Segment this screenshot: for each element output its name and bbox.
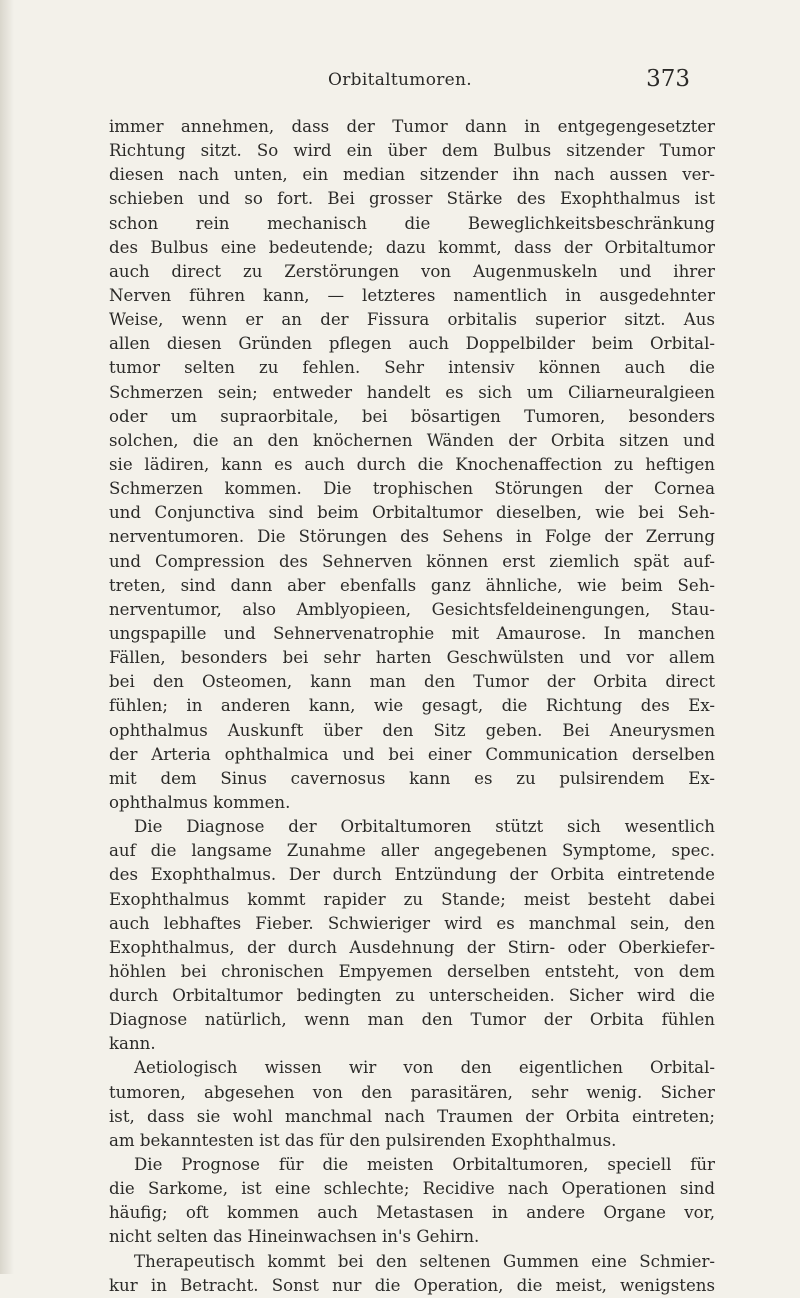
text-line: nerventumor, also Amblyopieen, Gesichtsfeldeinengungen, Stau- <box>109 599 715 619</box>
running-title: Orbitaltumoren. <box>328 70 472 90</box>
text-line: tumor selten zu fehlen. Sehr intensiv können auch die <box>109 358 715 378</box>
text-line: tumoren, abgesehen von den parasitären, sehr wenig. Sicher <box>109 1082 715 1102</box>
text-line: sie lädiren, kann es auch durch die Knochenaffection zu heftigen <box>109 454 715 474</box>
text-line: Fällen, besonders bei sehr harten Geschwülsten und vor allem <box>109 648 715 668</box>
text-line: Schmerzen sein; entweder handelt es sich um Ciliarneuralgieen <box>109 382 715 402</box>
text-line: Weise, wenn er an der Fissura orbitalis superior sitzt. Aus <box>109 310 715 330</box>
text-line: Diagnose natürlich, wenn man den Tumor der Orbita fühlen <box>109 1010 715 1030</box>
text-line: mit dem Sinus cavernosus kann es zu pulsirendem Ex- <box>109 768 715 788</box>
text-line: treten, sind dann aber ebenfalls ganz ähnliche, wie beim Seh- <box>109 575 715 595</box>
text-line: fühlen; in anderen kann, wie gesagt, die Richtung des Ex- <box>109 696 715 716</box>
text-line: ist, dass sie wohl manchmal nach Traumen der Orbita eintreten; <box>109 1106 715 1126</box>
text-line: oder um supraorbitale, bei bösartigen Tumoren, besonders <box>109 406 715 426</box>
page-header <box>0 66 800 96</box>
text-line: auch lebhaftes Fieber. Schwieriger wird es manchmal sein, den <box>109 913 715 933</box>
text-line: allen diesen Gründen pflegen auch Doppelbilder beim Orbital- <box>109 334 715 354</box>
text-line: Die Diagnose der Orbitaltumoren stützt sich wesentlich <box>134 817 715 837</box>
text-line: Die Prognose für die meisten Orbitaltumoren, speciell für <box>134 1155 715 1175</box>
text-line: der Arteria ophthalmica und bei einer Communication derselben <box>109 744 715 764</box>
text-line: Aetiologisch wissen wir von den eigentlichen Orbital- <box>134 1058 715 1078</box>
text-line: häufig; oft kommen auch Metastasen in andere Organe vor, <box>109 1203 715 1223</box>
text-line: ophthalmus Auskunft über den Sitz geben. Bei Aneurysmen <box>109 720 715 740</box>
text-line: Therapeutisch kommt bei den seltenen Gummen eine Schmier- <box>134 1251 715 1271</box>
text-line: kur in Betracht. Sonst nur die Operation, die meist, wenigstens <box>109 1275 715 1295</box>
text-line: bei den Osteomen, kann man den Tumor der Orbita direct <box>109 672 715 692</box>
text-line: am bekanntesten ist das für den pulsirenden Exophthalmus. <box>109 1130 617 1150</box>
page-spine-shadow <box>0 0 14 1274</box>
page-number: 373 <box>646 66 690 92</box>
text-line: Nerven führen kann, — letzteres namentlich in ausgedehnter <box>109 285 715 305</box>
text-line: schon rein mechanisch die Beweglichkeitsbeschränkung <box>109 213 715 233</box>
text-line: nicht selten das Hineinwachsen in's Gehirn. <box>109 1227 480 1247</box>
text-line: ophthalmus kommen. <box>109 792 291 812</box>
text-line: höhlen bei chronischen Empyemen derselben entsteht, von dem <box>109 961 715 981</box>
text-line: auf die langsame Zunahme aller angegebenen Symptome, spec. <box>109 841 715 861</box>
text-line: und Conjunctiva sind beim Orbitaltumor dieselben, wie bei Seh- <box>109 503 715 523</box>
text-line: Exophthalmus kommt rapider zu Stande; meist besteht dabei <box>109 889 715 909</box>
text-line: auch direct zu Zerstörungen von Augenmuskeln und ihrer <box>109 261 715 281</box>
text-line: schieben und so fort. Bei grosser Stärke des Exophthalmus ist <box>109 189 715 209</box>
text-line: und Compression des Sehnerven können erst ziemlich spät auf- <box>109 551 715 571</box>
text-line: kann. <box>109 1034 156 1054</box>
text-line: immer annehmen, dass der Tumor dann in entgegengesetzter <box>109 117 715 136</box>
text-line: Exophthalmus, der durch Ausdehnung der Stirn- oder Oberkiefer- <box>109 937 715 957</box>
text-line: Schmerzen kommen. Die trophischen Störungen der Cornea <box>109 479 715 499</box>
text-line: solchen, die an den knöchernen Wänden der Orbita sitzen und <box>109 430 715 450</box>
text-line: des Exophthalmus. Der durch Entzündung der Orbita eintretende <box>109 865 715 885</box>
body-text <box>109 115 715 1298</box>
text-line: Richtung sitzt. So wird ein über dem Bulbus sitzender Tumor <box>109 141 715 161</box>
text-line: des Bulbus eine bedeutende; dazu kommt, dass der Orbitaltumor <box>109 237 715 257</box>
text-line: durch Orbitaltumor bedingten zu unterscheiden. Sicher wird die <box>109 986 715 1006</box>
text-line: nerventumoren. Die Störungen des Sehens in Folge der Zerrung <box>109 527 715 547</box>
text-line: ungspapille und Sehnervenatrophie mit Amaurose. In manchen <box>109 623 715 643</box>
text-line: diesen nach unten, ein median sitzender ihn nach aussen ver- <box>109 165 715 185</box>
text-line: die Sarkome, ist eine schlechte; Recidive nach Operationen sind <box>109 1179 715 1199</box>
